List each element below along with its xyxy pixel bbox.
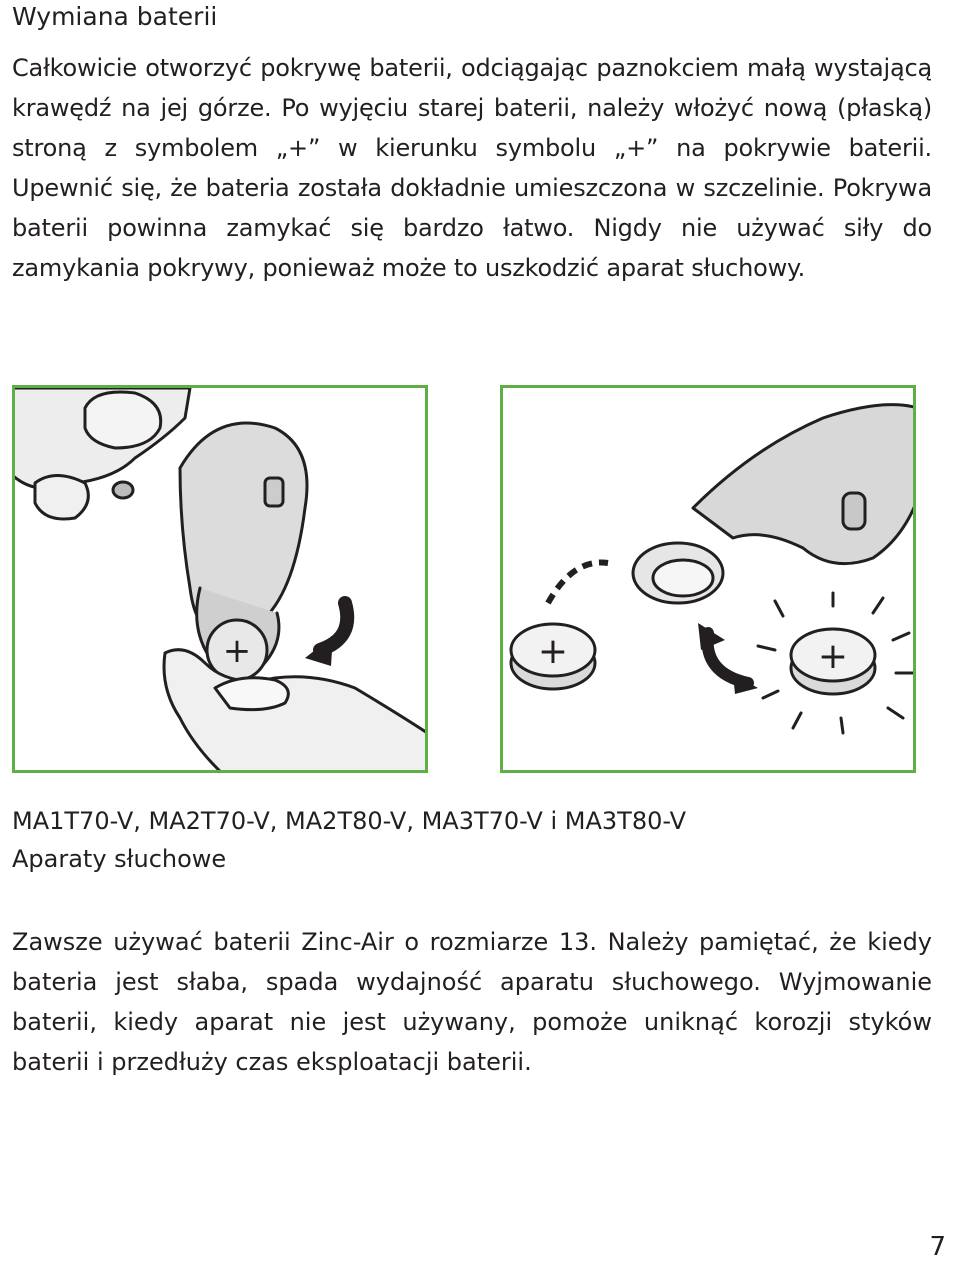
plus-symbol-battery-2: + bbox=[817, 636, 849, 677]
plus-symbol-battery-1: + bbox=[537, 631, 569, 672]
flip-arrow-icon bbox=[698, 623, 758, 694]
model-line-2: Aparaty słuchowe bbox=[12, 845, 227, 873]
intro-paragraph: Całkowicie otworzyć pokrywę baterii, odciągając paznokciem małą wystającą krawędź na jej górze. Po wyjęciu starej baterii, należy włożyć nową (płaską) stroną z symbolem „+” w kierunku symbolu „+” na pokrywie baterii. Upewnić się, że bateria została dokładnie umieszczona w szczelinie. Pokrywa baterii powinna zamykać się bardzo łatwo. Nigdy nie używać siły do zamykania pokrywy, ponieważ może to uszkodzić aparat słuchowy. bbox=[12, 54, 932, 282]
plus-symbol-left: + bbox=[222, 631, 252, 671]
illustration-insert-battery bbox=[500, 385, 916, 773]
page-number: 7 bbox=[929, 1232, 946, 1262]
curved-arrow-icon bbox=[305, 603, 347, 666]
battery-advice-paragraph: Zawsze używać baterii Zinc-Air o rozmiarze 13. Należy pamiętać, że kiedy bateria jest słaba, spada wydajność aparatu słuchowego. Wyjmowanie baterii, kiedy aparat nie jest używany, pomoże uniknąć korozji styków baterii i przedłuży czas eksploatacji baterii. bbox=[12, 928, 932, 1076]
hearing-aid-drawing bbox=[15, 388, 428, 773]
battery-insert-drawing bbox=[503, 388, 916, 773]
model-line-1: MA1T70-V, MA2T70-V, MA2T80-V, MA3T70-V i MA3T80-V bbox=[12, 807, 687, 835]
section-heading: Wymiana baterii bbox=[12, 2, 218, 31]
model-list bbox=[12, 802, 686, 878]
illustration-open-battery-door bbox=[12, 385, 428, 773]
dashed-path bbox=[548, 563, 608, 604]
